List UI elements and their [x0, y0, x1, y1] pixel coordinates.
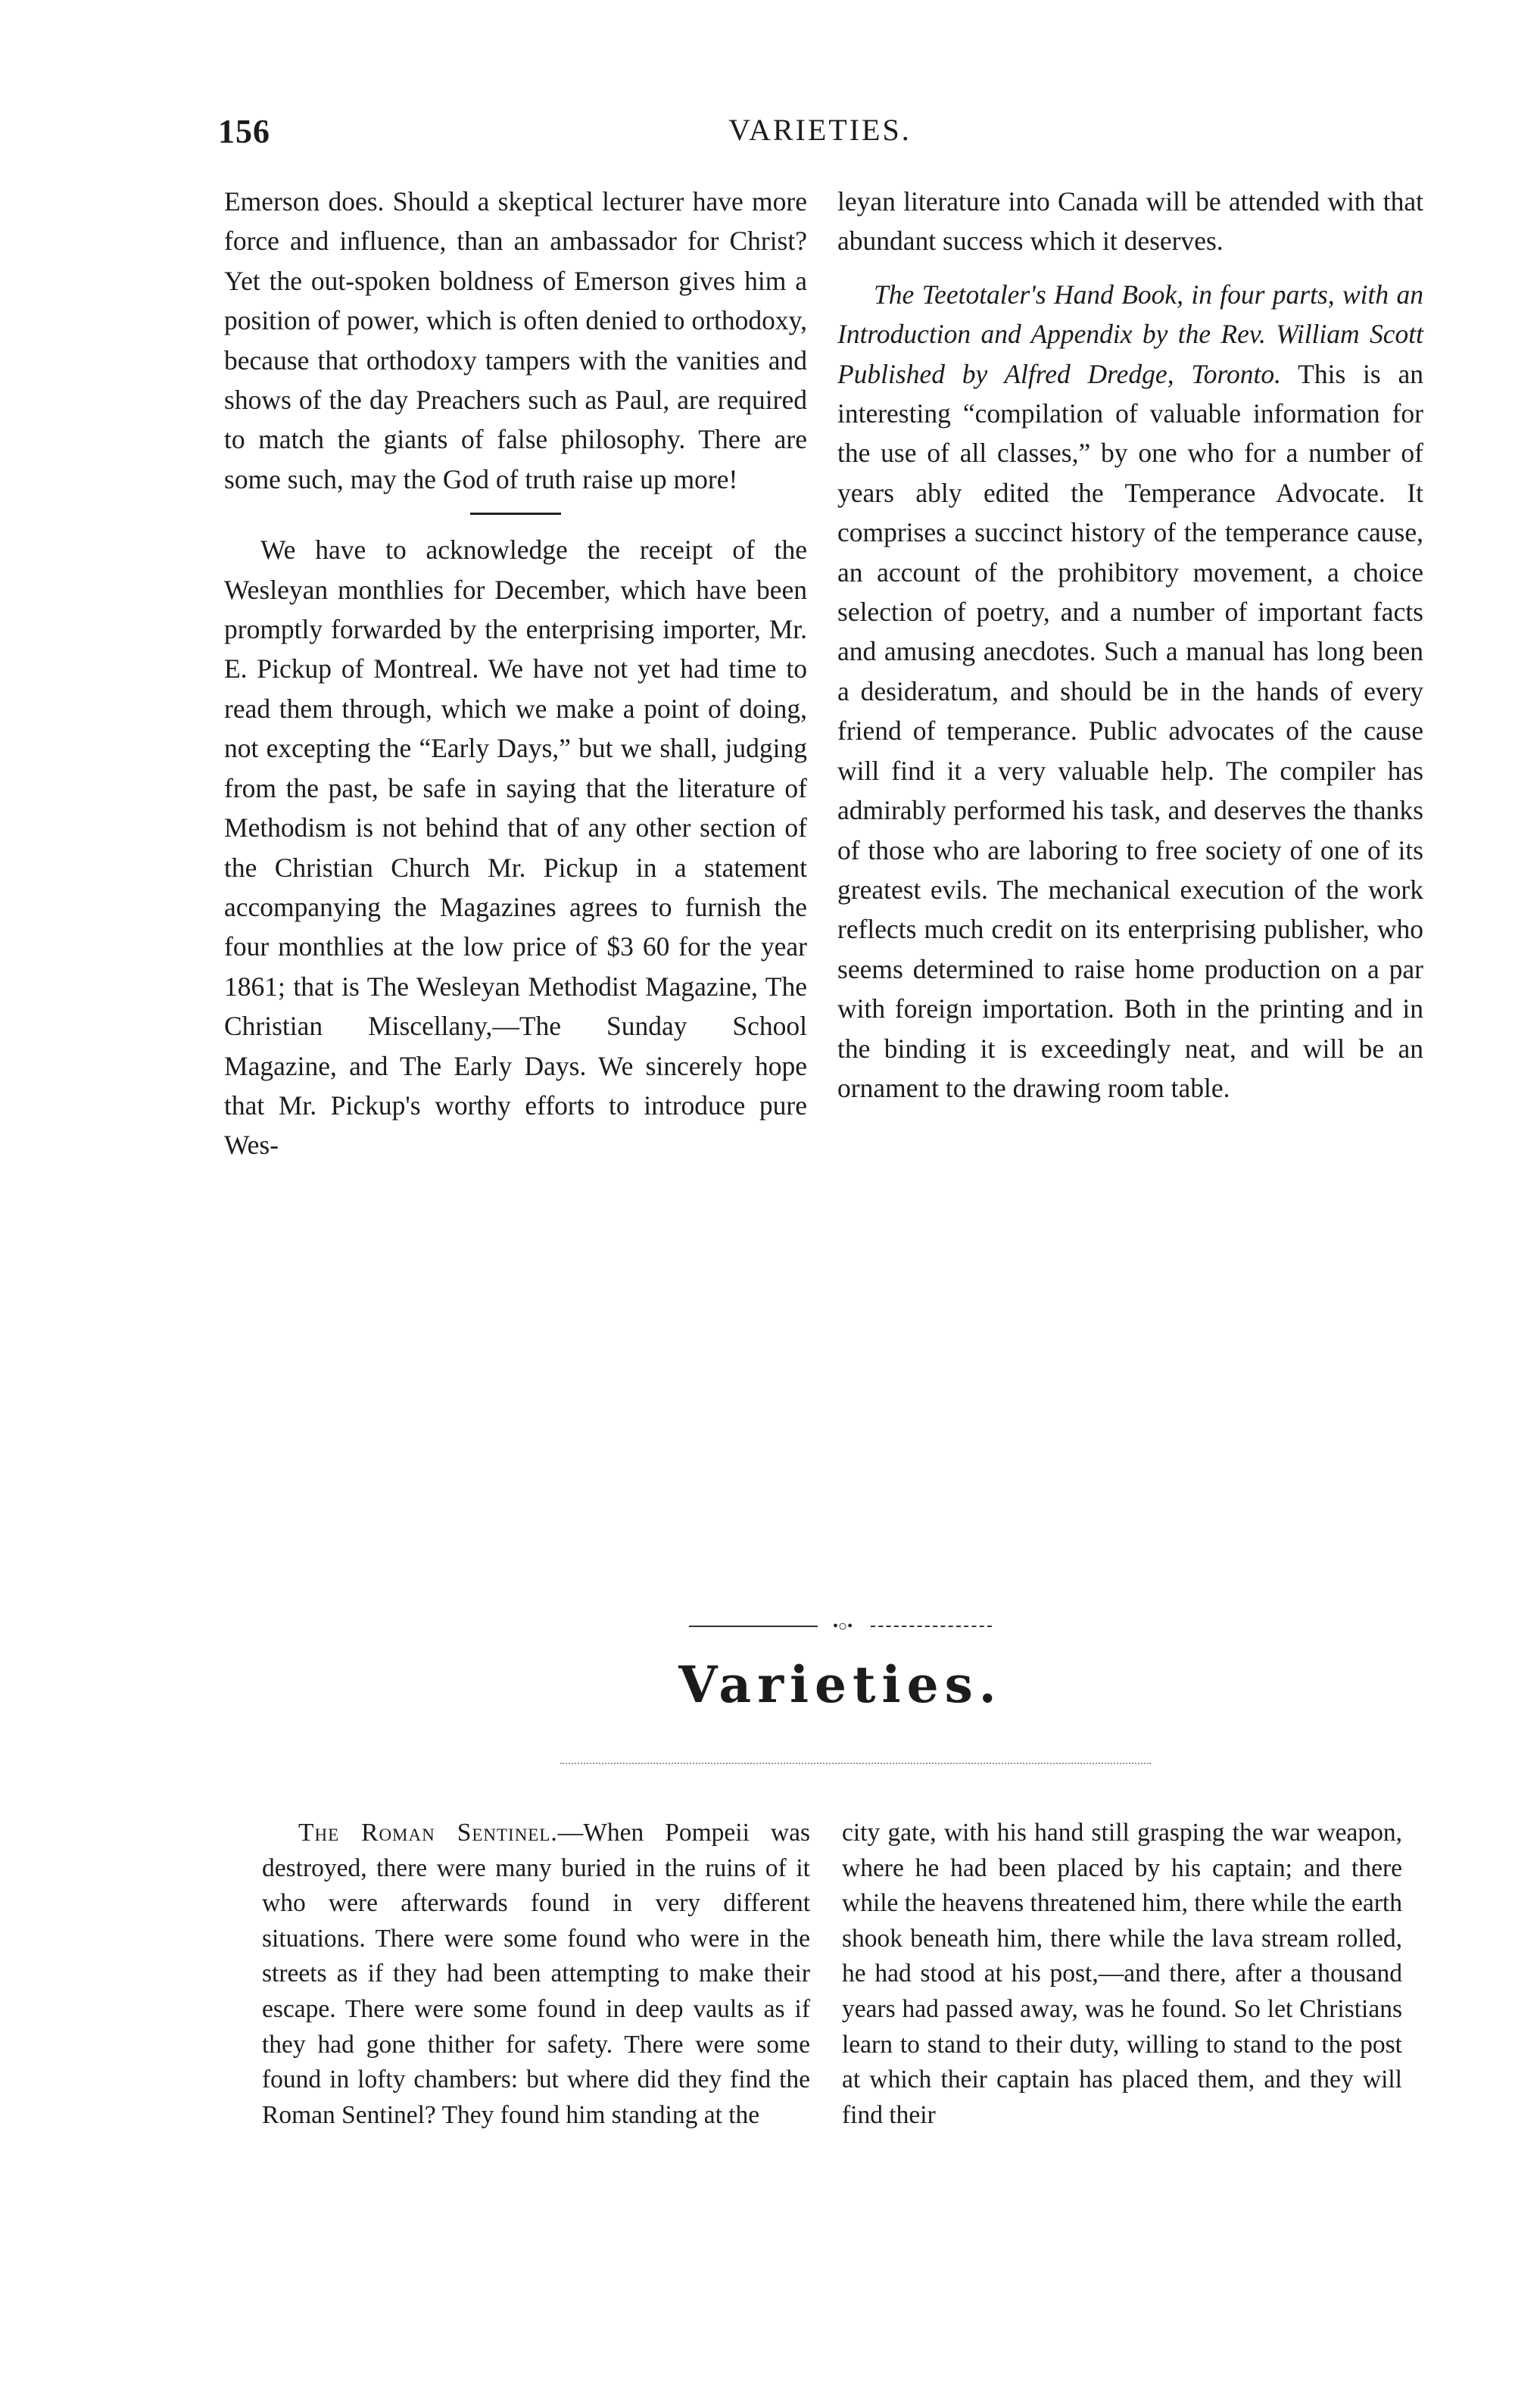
- notice-body: This is an interesting “compilation of valuable information for the use of all classes,” by one who for a number of years ably edited the Temperance Advocate. It comprises a succinct history of the temperance cause, an account of the prohibitory movement, a choice selection of poetry, and a number of important facts and amusing anecdotes. Such a manual has long been a desideratum, and should be in the hands of every friend of temperance. Public advocates of the cause will find it a very valuable help. The compiler has admirably performed his task, and deserves the thanks of those who are laboring to free society of one of its greatest evils. The mechanical execution of the work reflects much credit on its enterprising publisher, who seems determined to raise home production on a par with foreign importation. Both in the printing and in the binding it is exceedingly neat, and will be an ornament to the drawing room table.: [837, 358, 1423, 1103]
- section-title: Varieties.: [678, 1655, 1002, 1714]
- article-text-part-2: city gate, with his hand still grasping the war weapon, where he had been placed by his captain; and there while the heavens threatened him, there while the earth shook beneath him, there while the lava stream rolled, he had stood at his post,—and there, after a thousand years had passed away, was he found. So let Christians learn to stand to their duty, willing to stand to the post at which their captain has placed them, and they will find their: [842, 1819, 1402, 2129]
- article-lead: The Roman Sentinel.: [298, 1819, 558, 1847]
- notice-title: The Teetotaler's Hand Book, in four parts, with an Introduction and Appendix by the Rev. William Scott Published by Alfred Dredge, Toronto.: [837, 279, 1423, 389]
- wesleyan-continuation-paragraph: leyan literature into Canada will be attended with that abundant success which it deserves.: [837, 186, 1423, 257]
- left-column-top: [224, 182, 807, 1165]
- wesleyan-monthlies-paragraph: We have to acknowledge the receipt of the Wesleyan monthlies for December, which have been promptly forwarded by the enterprising importer, Mr. E. Pickup of Montreal. We have not yet had time to read them through, which we make a point of doing, not excepting the “Early Days,” but we shall, judging from the past, be safe in saying that the literature of Methodism is not behind that of any other section of the Christian Church Mr. Pickup in a statement accompanying the Magazines agrees to furnish the four monthlies at the low price of $3 60 for the year 1861; that is The Wesleyan Methodist Magazine, The Christian Miscellany,—The Sunday School Magazine, and The Early Days. We sincerely hope that Mr. Pickup's worthy efforts to introduce pure Wes-: [224, 535, 807, 1161]
- right-column-bottom: [842, 1816, 1402, 2133]
- rule-segment-right: [871, 1626, 992, 1627]
- section-under-ornament: [560, 1763, 1151, 1772]
- emerson-paragraph: Emerson does. Should a skeptical lecturer have more force and influence, than an ambassador for Christ? Yet the out-spoken boldness of Emerson gives him a position of power, which is often denied to orthodoxy, because that orthodoxy tampers with the vanities and shows of the day Preachers such as Paul, are required to match the giants of false philosophy. There are some such, may the God of truth raise up more!: [224, 186, 807, 494]
- ornament-rule: [689, 1619, 992, 1634]
- roman-sentinel-paragraph: [262, 1816, 810, 2133]
- left-column-bottom: [262, 1816, 810, 2133]
- page-header: [218, 112, 1422, 157]
- rule-segment-left: [689, 1626, 818, 1627]
- running-title: VARIETIES.: [728, 113, 912, 147]
- article-text-part-1: —When Pompeii was destroyed, there were many buried in the ruins of it who were afterwards found in very different situations. There were some found who were in the streets as if they had been attempting to make their escape. There were some found in deep vaults as if they had gone thither for safety. There were some found in lofty chambers: but where did they find the Roman Sentinel? They found him standing at the: [262, 1819, 810, 2129]
- ornament-dot-icon: •○•: [833, 1618, 853, 1635]
- paragraph-divider: [470, 513, 561, 515]
- teetotaler-notice: [837, 275, 1423, 1108]
- page-number: 156: [218, 113, 270, 150]
- right-column-top: [837, 182, 1423, 1108]
